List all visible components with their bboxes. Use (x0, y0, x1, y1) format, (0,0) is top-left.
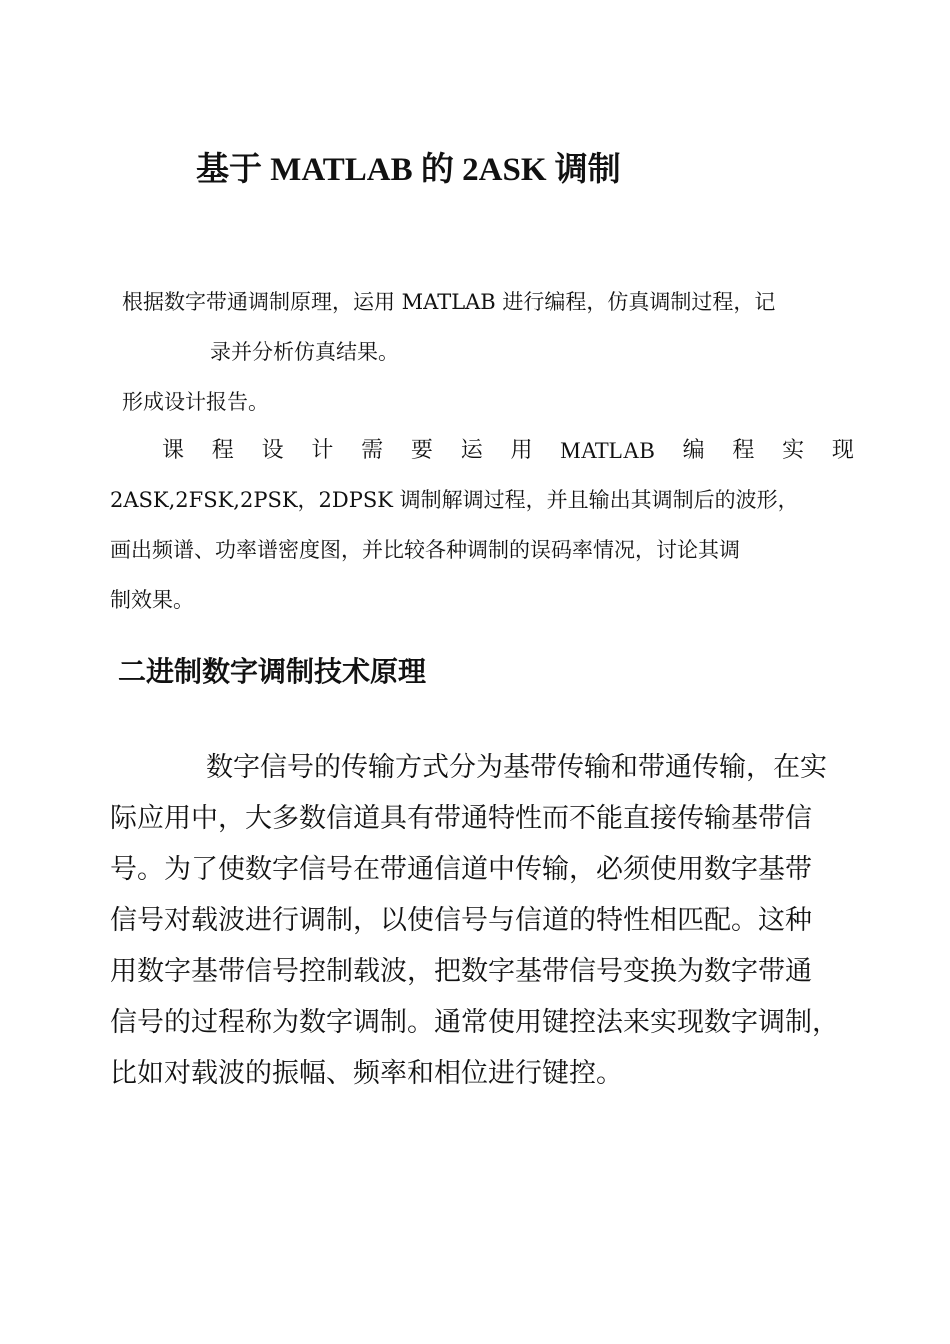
word: 程 (211, 438, 234, 463)
requirement-line-2: 录并分析仿真结果。 (210, 340, 399, 364)
word: 设 (261, 438, 284, 463)
body-line: 信号对载波进行调制，以使信号与信道的特性相匹配。这种 (110, 905, 812, 936)
word: 程 (732, 438, 755, 463)
word: MATLAB (560, 438, 655, 463)
word: 要 (410, 438, 433, 463)
word: 实 (782, 438, 805, 463)
body-line: 用数字基带信号控制载波，把数字基带信号变换为数字带通 (110, 956, 812, 987)
word: 编 (682, 438, 705, 463)
word: 运 (460, 438, 483, 463)
body-line: 号。为了使数字信号在带通信道中传输，必须使用数字基带 (110, 854, 812, 885)
word: 用 (510, 438, 533, 463)
requirement-paragraph-line-4: 制效果。 (110, 588, 194, 612)
requirement-paragraph-line-2: 2ASK,2FSK,2PSK，2DPSK 调制解调过程，并且输出其调制后的波形， (110, 488, 799, 512)
body-line: 际应用中，大多数信道具有带通特性而不能直接传输基带信 (110, 803, 812, 834)
word: 课 (162, 438, 185, 463)
word: 需 (361, 438, 384, 463)
requirement-paragraph-line-1 (162, 436, 854, 466)
word: 现 (831, 438, 854, 463)
body-line: 信号的过程称为数字调制。通常使用键控法来实现数字调制， (110, 1007, 839, 1038)
requirement-line-1: 根据数字带通调制原理，运用 MATLAB 进行编程，仿真调制过程，记 (122, 290, 776, 314)
requirement-paragraph-line-3: 画出频谱、功率谱密度图，并比较各种调制的误码率情况，讨论其调 (110, 538, 740, 562)
body-line: 数字信号的传输方式分为基带传输和带通传输，在实 (206, 752, 827, 783)
word: 计 (311, 438, 334, 463)
requirement-line-3: 形成设计报告。 (122, 390, 269, 414)
document-title: 基于 MATLAB 的 2ASK 调制 (196, 152, 621, 188)
body-line: 比如对载波的振幅、频率和相位进行键控。 (110, 1058, 623, 1089)
section-heading: 二进制数字调制技术原理 (118, 655, 427, 688)
